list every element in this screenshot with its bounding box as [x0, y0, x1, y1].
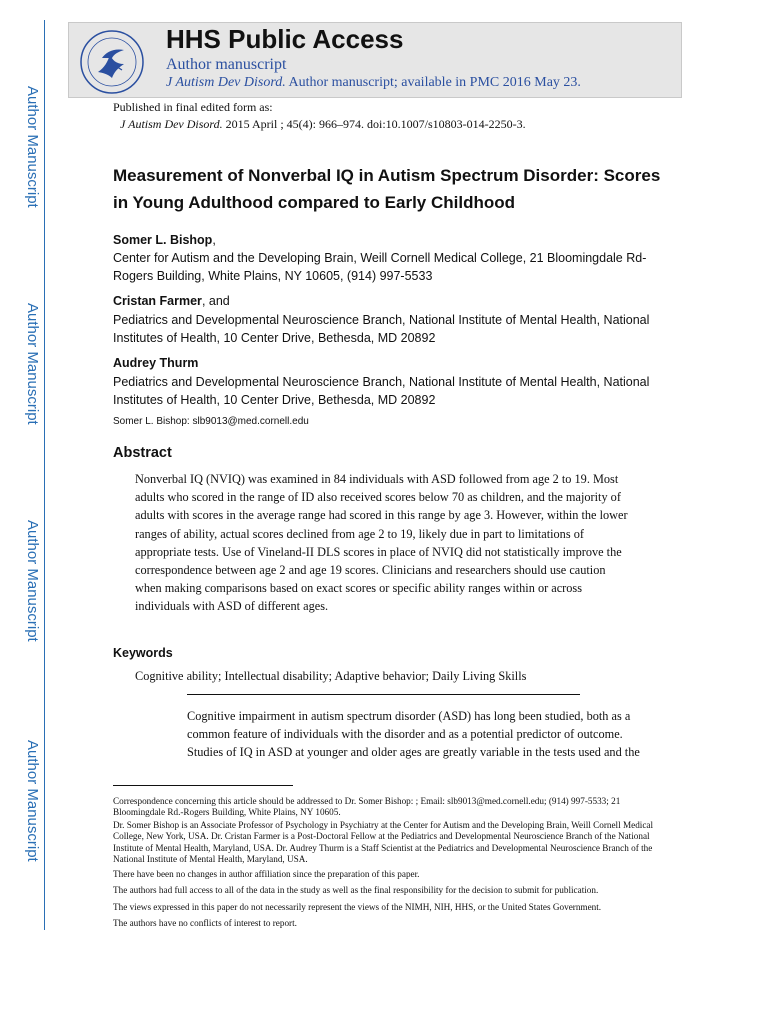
keywords-text: Cognitive ability; Intellectual disability; Adaptive behavior; Daily Living Skills [135, 669, 527, 683]
author-name: Cristan Farmer, and [113, 294, 230, 308]
header-title: HHS Public Access [166, 24, 404, 54]
footnote-views: The views expressed in this paper do not necessarily represent the views of the NIMH, NIH, HHS, or the United States Government. [113, 902, 602, 912]
header-availability: J Autism Dev Disord. Author manuscript; available in PMC 2016 May 23. [166, 75, 581, 90]
keywords-heading: Keywords [113, 646, 173, 660]
author-name: Somer L. Bishop, [113, 233, 216, 247]
footnote-access: The authors had full access to all of the data in the study as well as the final responsibility for the decision to submit for publication. [113, 885, 599, 895]
published-citation: J Autism Dev Disord. 2015 April ; 45(4): 966–974. doi:10.1007/s10803-014-2250-3. [120, 117, 526, 131]
footnote-affiliation-note: There have been no changes in author affiliation since the preparation of this paper. [113, 869, 420, 879]
journal-name[interactable]: J Autism Dev Disord. [166, 75, 286, 90]
footnote-correspondence: Correspondence concerning this article should be addressed to Dr. Somer Bishop: ; Email: slb9013@med.cornell.edu; (914) 997-5533; 21 Bloomingdale Rd.-Rogers Building, White Plains, NY 10605. [113, 796, 621, 818]
published-label: Published in final edited form as: [113, 100, 273, 114]
published-journal: J Autism Dev Disord. [120, 117, 223, 131]
author-affiliation: Pediatrics and Developmental Neuroscience Branch, National Institute of Mental Health, National Institutes of Health, 10 Center Drive, Bethesda, MD 20892 [113, 313, 650, 345]
hhs-eagle-logo-icon [78, 28, 146, 96]
correspondence-email: Somer L. Bishop: slb9013@med.cornell.edu [113, 416, 309, 427]
author-affiliation: Pediatrics and Developmental Neuroscience Branch, National Institute of Mental Health, National Institutes of Health, 10 Center Drive, Bethesda, MD 20892 [113, 375, 650, 407]
sidebar-divider [44, 20, 45, 930]
author-affiliation: Center for Autism and the Developing Brain, Weill Cornell Medical College, 21 Bloomingdale Rd-Rogers Building, White Plains, NY 10605, (914) 997-5533 [113, 251, 647, 283]
author-name: Audrey Thurm [113, 356, 199, 370]
footnote-divider [113, 785, 293, 786]
footnote-conflicts: The authors have no conflicts of interest to report. [113, 918, 297, 928]
header-subtitle: Author manuscript [166, 56, 287, 73]
footnote-author-bios: Dr. Somer Bishop is an Associate Professor of Psychology in Psychiatry at the Center for Autism and the Developing Brain, Weill Cornell Medical College, New York, USA. Dr. Cristan Farmer is a Post-Doctoral Fellow at the Pediatrics and Developmental Neuroscience Branch of the National Institute of Mental Health, Maryland, USA. Dr. Audrey Thurm is a Staff Scientist at the Pediatrics and Developmental Neuroscience Branch of the National Institute of Mental Health, Maryland, USA. [113, 820, 654, 865]
section-divider [187, 694, 580, 695]
abstract-heading: Abstract [113, 445, 172, 461]
abstract-text: Nonverbal IQ (NVIQ) was examined in 84 individuals with ASD followed from age 2 to 19. Most adults who scored in the range of ID also received scores below 70 as children, and the majority of adults with scores in the average range had scored in this range by age 3. However, within the lower ranges of ability, actual scores declined from age 2 to 19, likely due in part to limitations of appropriate tests. Use of Vineland-II DLS scores in place of NVIQ did not statistically improve the correspondence between age 2 and age 19 scores. Clinicians and researchers should use caution when making comparisons based on exact scores or specific ability ranges within or across individuals with ASD of different ages. [135, 472, 628, 614]
article-title: Measurement of Nonverbal IQ in Autism Spectrum Disorder: Scores in Young Adulthood compared to Early Childhood [113, 166, 661, 212]
body-intro-paragraph: Cognitive impairment in autism spectrum disorder (ASD) has long been studied, both as a common feature of individuals with the disorder and as a potential predictor of outcome. Studies of IQ in ASD at younger and older ages are greatly variable in the tests used and the [187, 709, 640, 760]
